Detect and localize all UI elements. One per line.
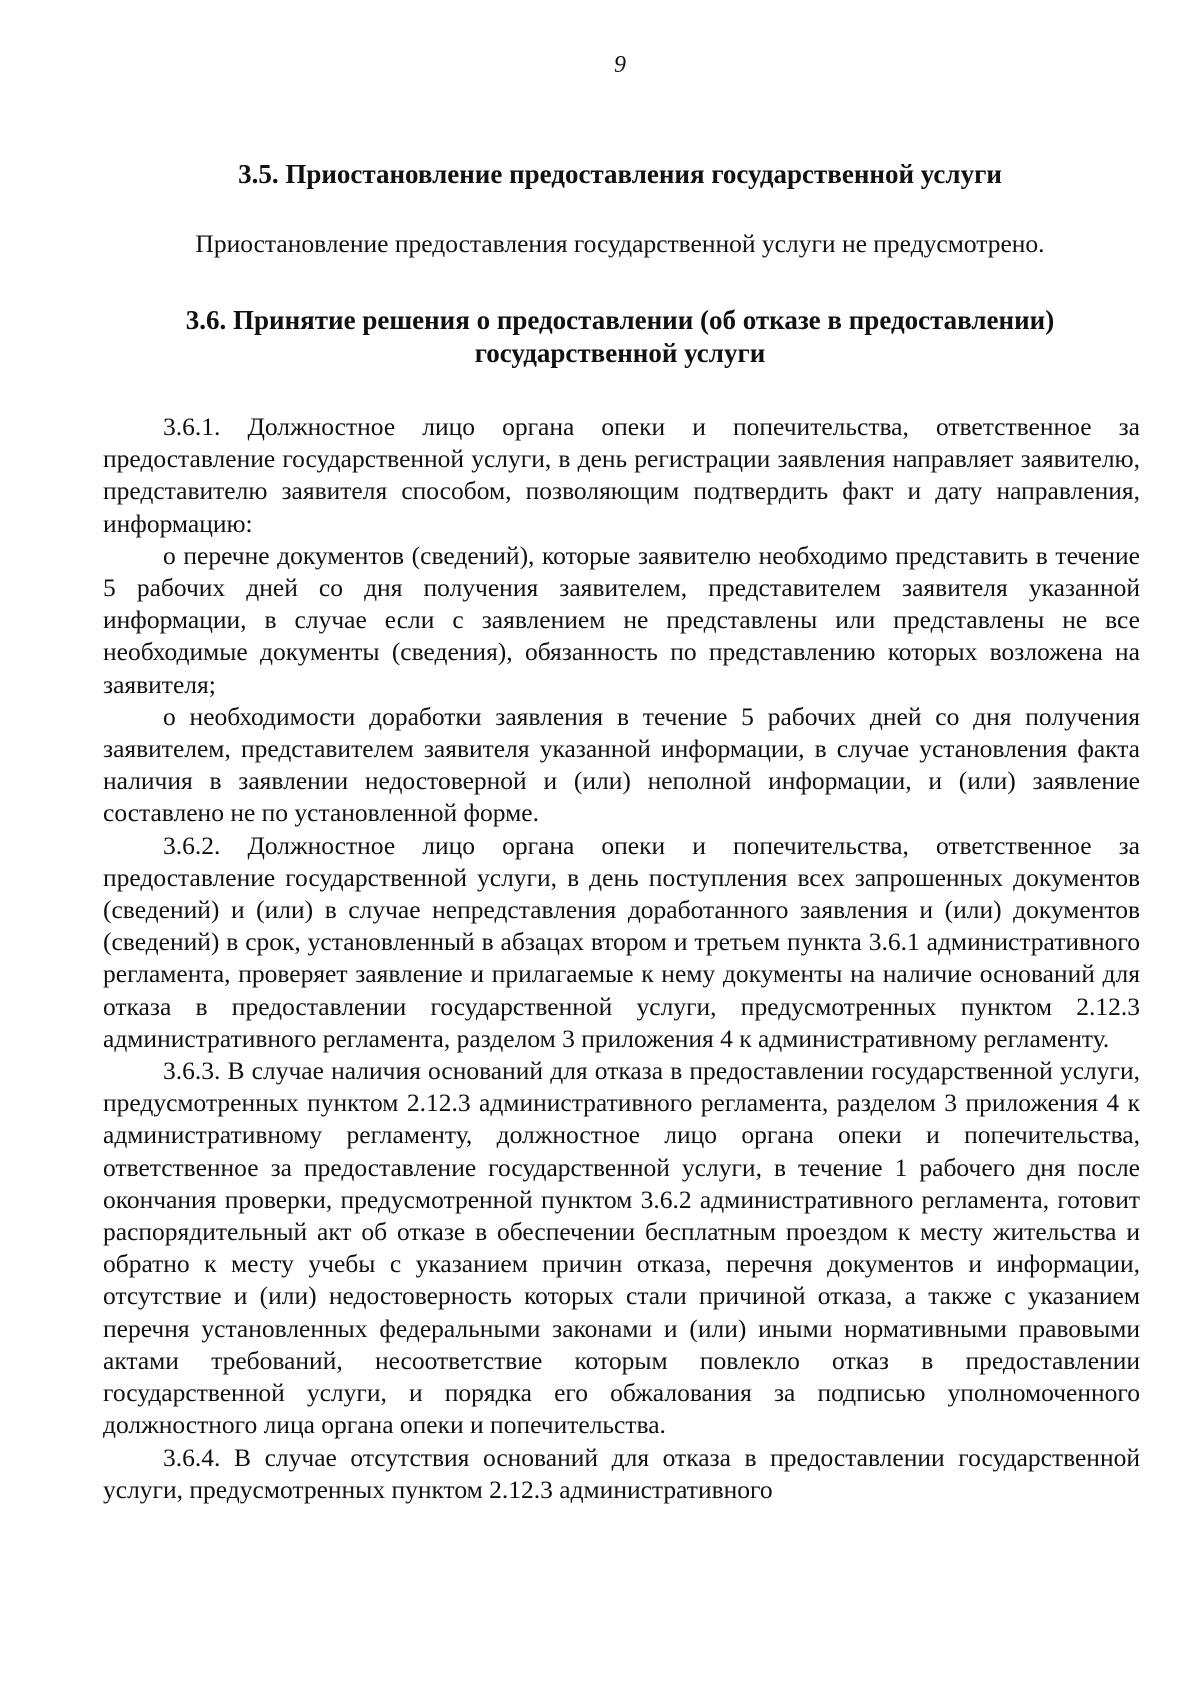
paragraph-3-6-4: 3.6.4. В случае отсутствия оснований для отказа в предоставлении государственной услуги, предусмотренных пунктом 2.12.3 административного <box>103 1442 1140 1504</box>
section-3-6-title-line2: государственной услуги <box>474 338 766 368</box>
section-3-5-text: Приостановление предоставления государственной услуги не предусмотрено. <box>195 229 1045 258</box>
paragraph-3-6-1: 3.6.1. Должностное лицо органа опеки и попечительства, ответственное за предоставление государственной услуги, в день регистрации заявления направляет заявителю, представителю заявителя способом, позволяющим подтвердить факт и дату направления, информацию: <box>103 412 1140 538</box>
page-number: 9 <box>614 52 626 78</box>
section-3-6-body <box>103 411 1140 1506</box>
paragraph-3-6-2: 3.6.2. Должностное лицо органа опеки и попечительства, ответственное за предоставление государственной услуги, в день поступления всех запрошенных документов (сведений) и (или) в случае непредставления доработанного заявления и (или) документов (сведений) в срок, установленный в абзацах втором и третьем пункта 3.6.1 административного регламента, проверяет заявление и прилагаемые к нему документы на наличие оснований для отказа в предоставлении государственной услуги, предусмотренных пунктом 2.12.3 административного регламента, разделом 3 приложения 4 к административному регламенту. <box>103 830 1140 1053</box>
section-3-5-title: 3.5. Приостановление предоставления государственной услуги <box>238 159 1002 189</box>
paragraph-3-6-3: 3.6.3. В случае наличия оснований для отказа в предоставлении государственной услуги, предусмотренных пунктом 2.12.3 административного регламента, разделом 3 приложения 4 к административному регламенту, должностное лицо органа опеки и попечительства, ответственное за предоставление государственной услуги, в течение 1 рабочего дня после окончания проверки, предусмотренной пунктом 3.6.2 административного регламента, готовит распорядительный акт об отказе в обеспечении бесплатным проездом к месту жительства и обратно к месту учебы с указанием причин отказа, перечня документов и информации, отсутствие и (или) недостоверность которых стали причиной отказа, а также с указанием перечня установленных федеральными законами и (или) иными нормативными правовыми актами требований, несоответствие которым повлекло отказ в предоставлении государственной услуги, и порядка его обжалования за подписью уполномоченного должностного лица органа опеки и попечительства. <box>103 1056 1140 1440</box>
section-3-6-title <box>100 304 1140 370</box>
paragraph-list-item-revision: о необходимости доработки заявления в течение 5 рабочих дней со дня получения заявителем, представителем заявителя указанной информации, в случае установления факта наличия в заявлении недостоверной и (или) неполной информации, и (или) заявление составлено не по установленной форме. <box>103 701 1140 828</box>
paragraph-list-item-documents: о перечне документов (сведений), которые заявителю необходимо представить в течение 5 рабочих дней со дня получения заявителем, представителем заявителя указанной информации, в случае если с заявлением не представлены или представлены не все необходимые документы (сведения), обязанность по представлению которых возложена на заявителя; <box>103 540 1140 699</box>
section-3-6-title-line1: 3.6. Принятие решения о предоставлении (об отказе в предоставлении) <box>185 305 1055 335</box>
